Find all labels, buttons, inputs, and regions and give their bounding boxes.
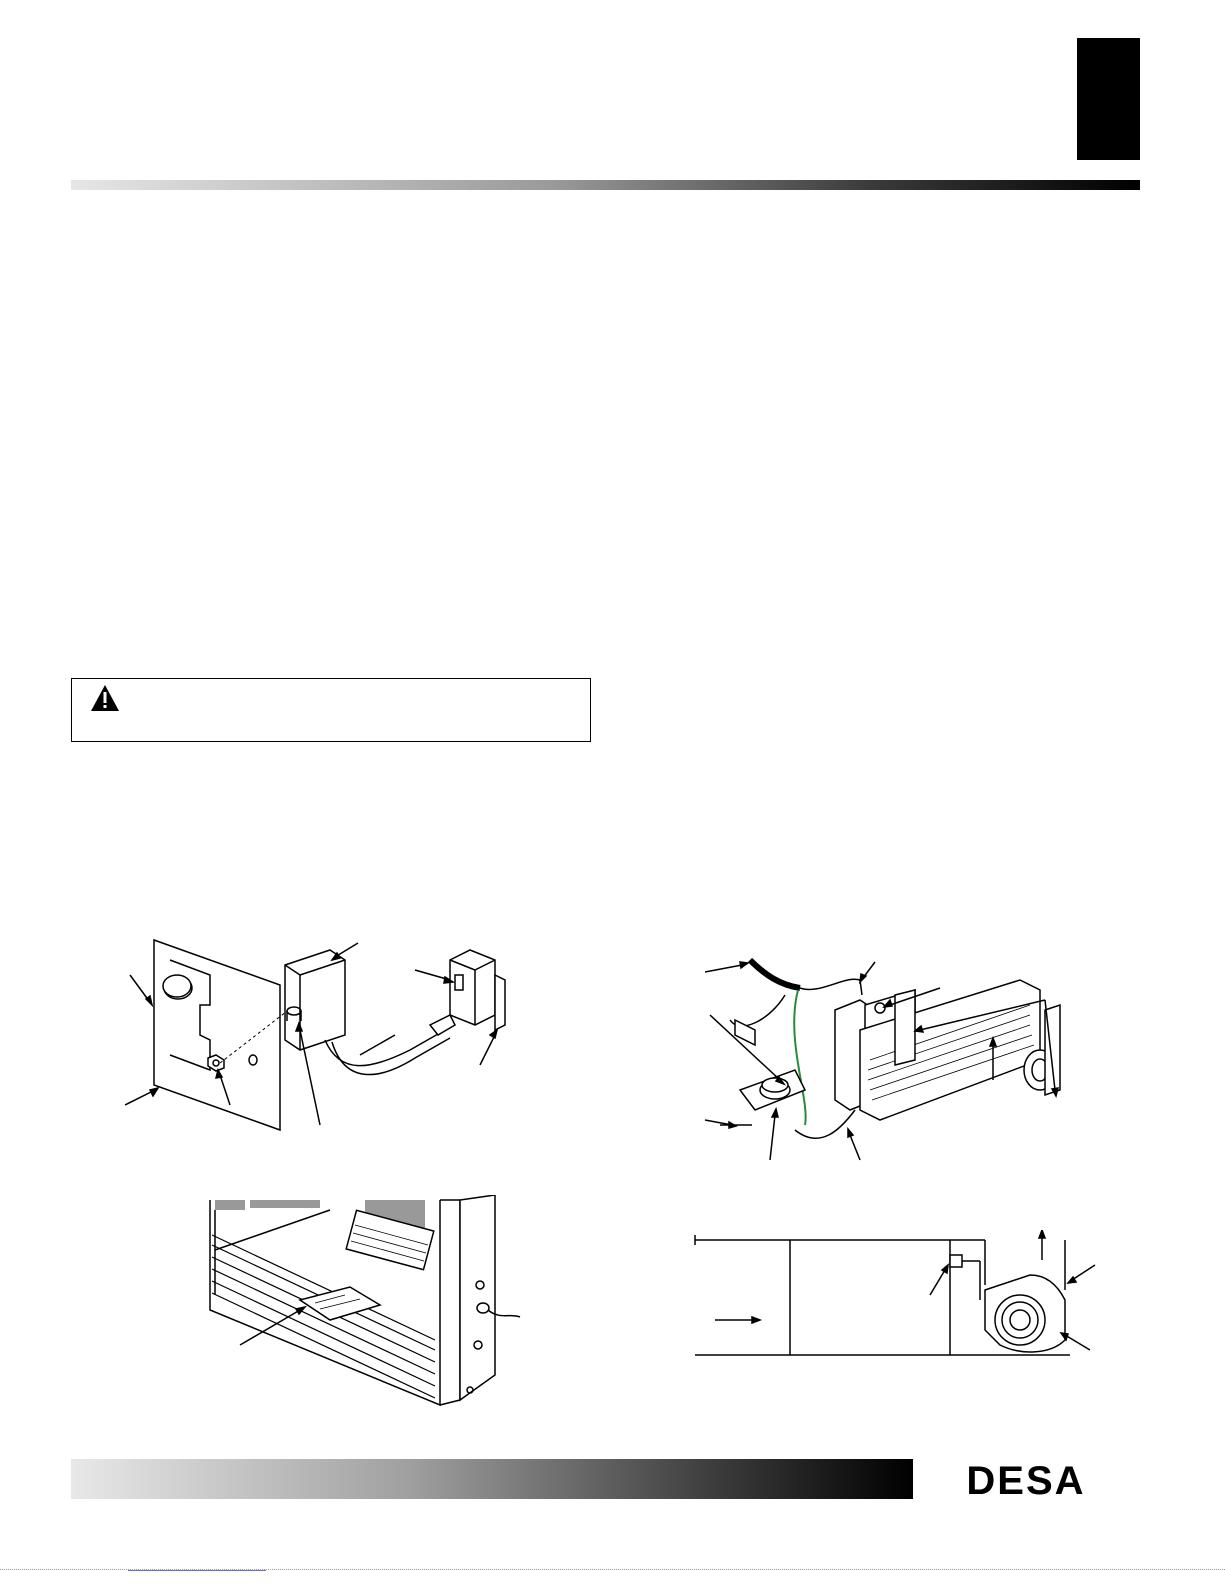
- footer-link-underline: [128, 1570, 266, 1571]
- warning-triangle-icon: [90, 684, 120, 712]
- language-tab: [1077, 38, 1140, 160]
- switch-assembly-figure: [110, 935, 540, 1135]
- warning-box: [71, 678, 591, 742]
- footer-rule: [71, 1459, 913, 1499]
- header-rule: [71, 180, 1140, 190]
- blower-assembly-figure: [700, 950, 1100, 1165]
- heater-cabinet-figure: [200, 1195, 540, 1415]
- svg-text:DESA: DESA: [966, 1459, 1086, 1499]
- airflow-diagram-figure: [690, 1230, 1110, 1360]
- desa-logo: [913, 1459, 1140, 1499]
